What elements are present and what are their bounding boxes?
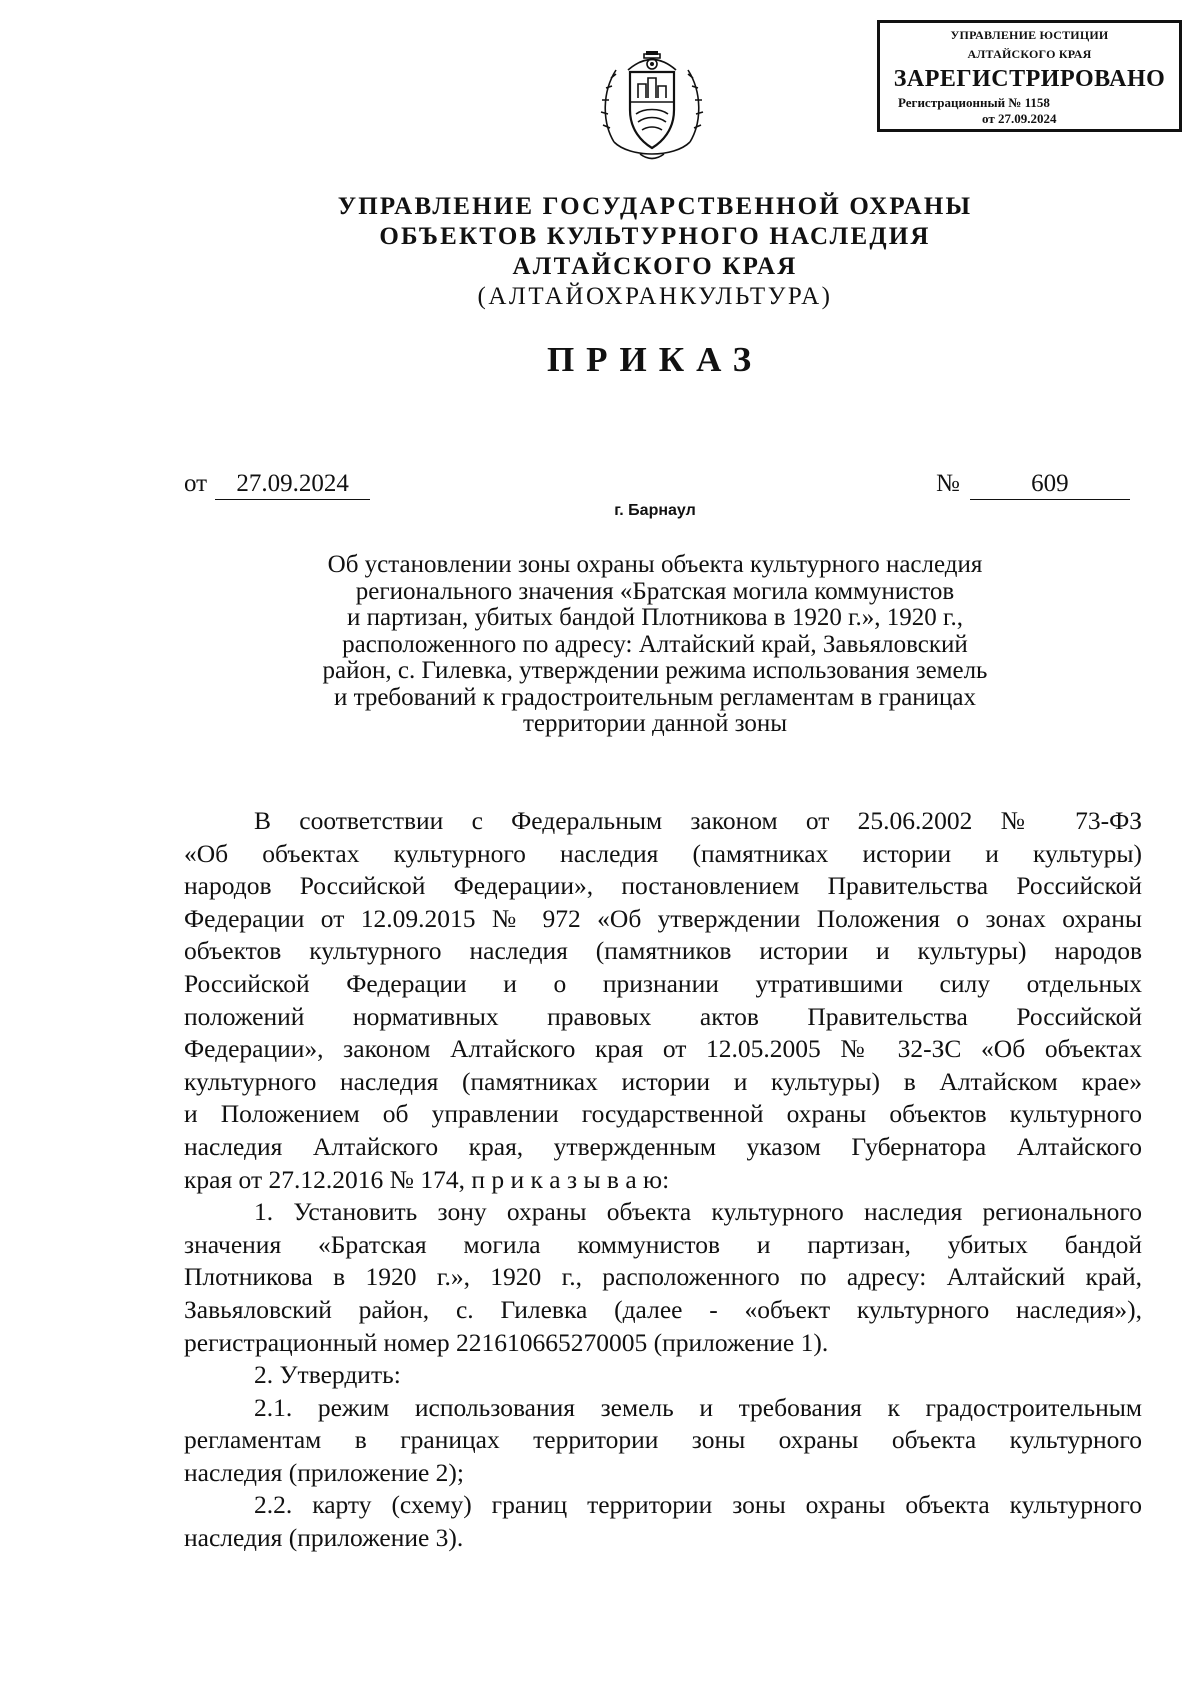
date-prefix: от <box>184 470 208 497</box>
body-line: Федерации от 12.09.2015 № 972 «Об утверждении Положения о зонах охраны <box>184 903 1142 933</box>
date-value: 27.09.2024 <box>215 470 370 500</box>
document-type-title: ПРИКАЗ <box>546 340 764 379</box>
body-line: 1. Установить зону охраны объекта культурного наследия регионального <box>254 1197 1142 1227</box>
order-subject <box>230 552 1080 738</box>
city-label: г. Барнаул <box>614 502 696 519</box>
body-line: народов Российской Федерации», постановлением Правительства Российской <box>184 871 1142 901</box>
body-line: значения «Братская могила коммунистов и партизан, убитых бандой <box>184 1229 1142 1259</box>
body-line: культурного наследия (памятниках истории и культуры) в Алтайском крае» <box>184 1066 1142 1096</box>
body-line: Федерации», законом Алтайского края от 12.05.2005 № 32-ЗС «Об объектах <box>184 1034 1142 1064</box>
registration-stamp <box>877 20 1182 132</box>
body-line: края от 27.12.2016 № 174, п р и к а з ы в а ю: <box>184 1164 670 1194</box>
number-prefix: № <box>936 470 960 497</box>
subject-line: расположенного по адресу: Алтайский край, Завьяловский <box>342 630 968 658</box>
stamp-org-line1: УПРАВЛЕНИЕ ЮСТИЦИИ <box>950 28 1109 42</box>
body-line: Завьяловский район, с. Гилевка (далее - «объект культурного наследия»), <box>184 1294 1142 1324</box>
header-line-2: ОБЪЕКТОВ КУЛЬТУРНОГО НАСЛЕДИЯ <box>379 223 931 250</box>
stamp-status: ЗАРЕГИСТРИРОВАНО <box>893 66 1166 92</box>
body-line: В соответствии с Федеральным законом от 25.06.2002 № 73-ФЗ <box>254 806 1142 835</box>
stamp-org-line2: АЛТАЙСКОГО КРАЯ <box>967 47 1092 61</box>
subject-line: и партизан, убитых бандой Плотникова в 1920 г.», 1920 г., <box>347 604 963 631</box>
body-line: 2.1. режим использования земель и требования к градостроительным <box>254 1392 1142 1422</box>
body-line: 2.2. карту (схему) границ территории зоны охраны объекта культурного <box>254 1490 1142 1520</box>
order-date <box>184 470 370 500</box>
body-line: наследия (приложение 2); <box>184 1457 465 1487</box>
stamp-reg-date: от 27.09.2024 <box>982 111 1057 126</box>
altai-krai-coat-of-arms-icon <box>600 48 704 166</box>
order-number <box>936 470 1130 500</box>
subject-line: территории данной зоны <box>522 710 788 737</box>
header-abbreviation: (АЛТАЙОХРАНКУЛЬТУРА) <box>477 283 833 310</box>
body-line: положений нормативных правовых актов Правительства Российской <box>184 1001 1142 1031</box>
body-line: «Об объектах культурного наследия (памятниках истории и культуры) <box>184 838 1142 868</box>
header-line-1: УПРАВЛЕНИЕ ГОСУДАРСТВЕННОЙ ОХРАНЫ <box>337 193 973 220</box>
body-line: наследия (приложение 3). <box>184 1523 464 1553</box>
body-line: Российской Федерации и о признании утратившими силу отдельных <box>184 968 1142 998</box>
order-body <box>184 805 1142 1555</box>
header-line-3: АЛТАЙСКОГО КРАЯ <box>512 253 798 280</box>
stamp-reg-number: Регистрационный № 1158 <box>898 95 1050 110</box>
body-line: 2. Утвердить: <box>254 1360 401 1390</box>
body-line: наследия Алтайского края, утвержденным указом Губернатора Алтайского <box>184 1131 1142 1161</box>
number-value: 609 <box>970 470 1130 500</box>
body-line: и Положением об управлении государственной охраны объектов культурного <box>184 1099 1142 1129</box>
subject-line: и требований к градостроительным регламентам в границах <box>333 683 977 711</box>
subject-line: регионального значения «Братская могила коммунистов <box>355 577 955 605</box>
body-line: регистрационный номер 221610665270005 (приложение 1). <box>184 1327 829 1357</box>
subject-line: район, с. Гилевка, утверждении режима использования земель <box>322 657 988 684</box>
organization-header <box>0 192 1200 312</box>
body-line: регламентам в границах территории зоны охраны объекта культурного <box>184 1425 1142 1455</box>
subject-line: Об установлении зоны охраны объекта культурного наследия <box>327 551 983 578</box>
body-line: объектов культурного наследия (памятников истории и культуры) народов <box>184 936 1142 966</box>
body-line: Плотникова в 1920 г.», 1920 г., расположенного по адресу: Алтайский край, <box>184 1262 1142 1292</box>
